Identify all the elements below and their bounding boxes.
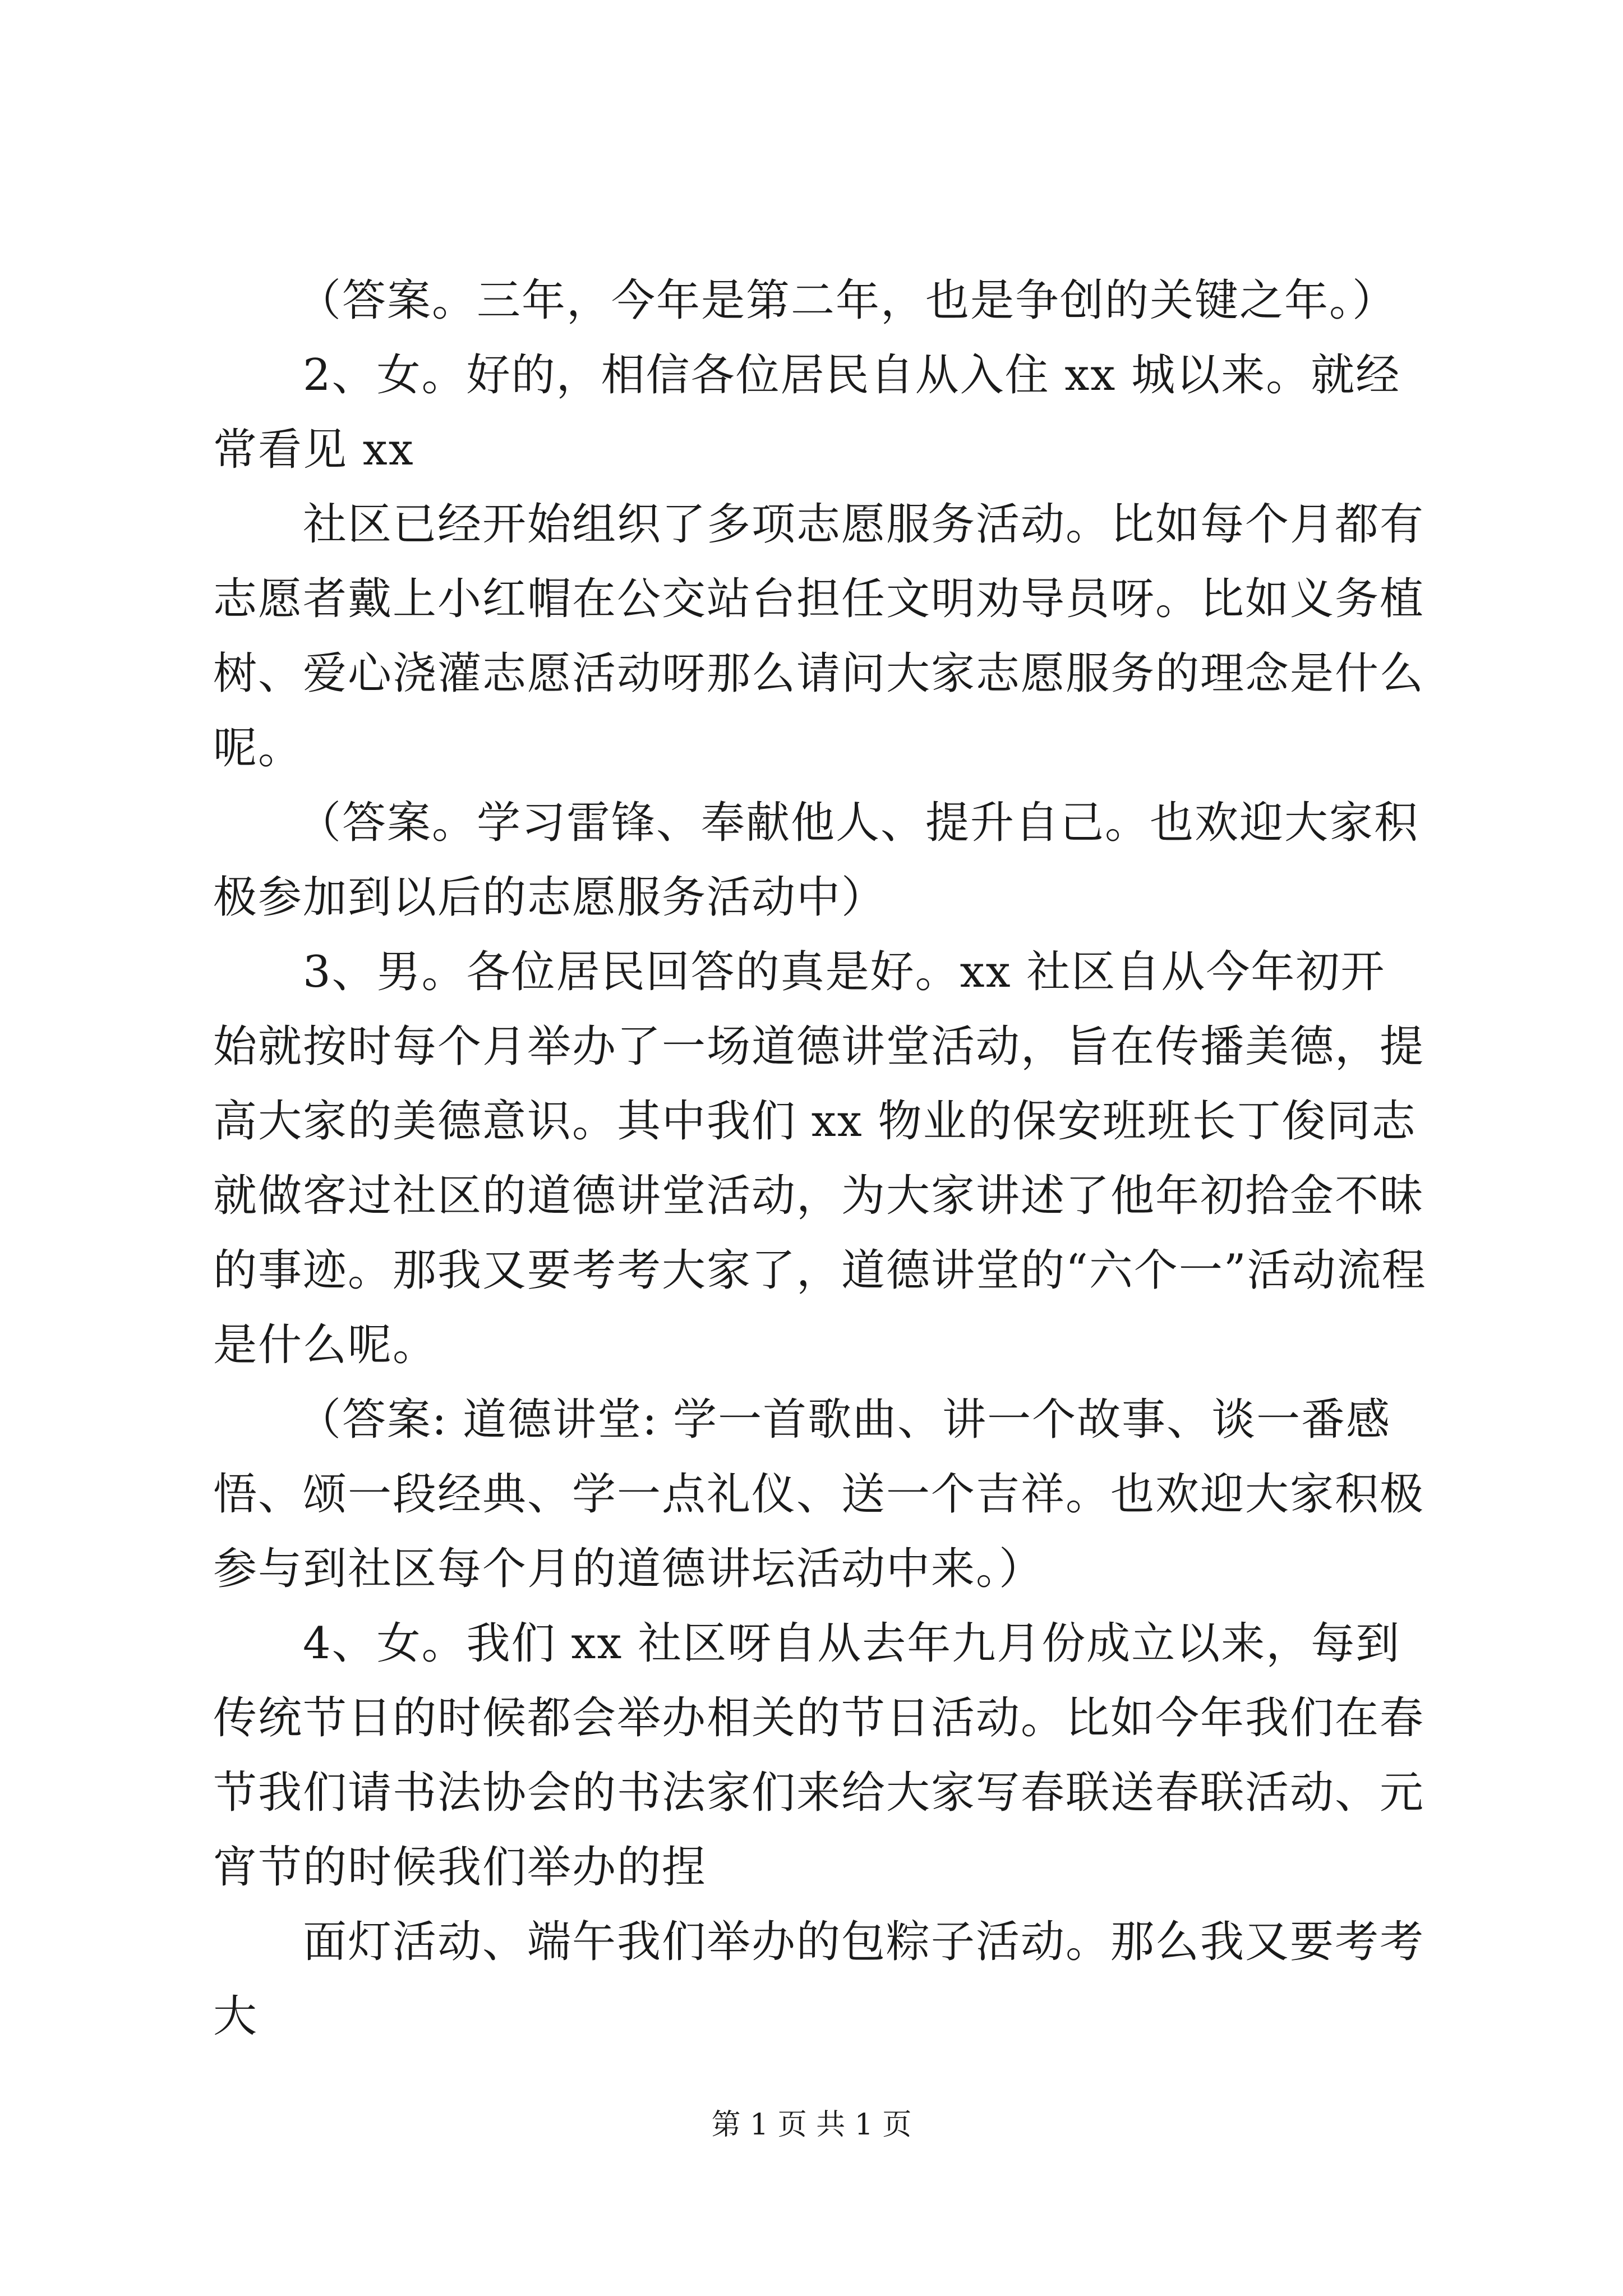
document-body (213, 264, 1430, 2054)
paragraph-answer-1: （答案。三年，今年是第二年，也是争创的关键之年。） (297, 275, 1398, 326)
paragraph-question-3: 3、男。各位居民回答的真是好。xx 社区自从今年初开始就按时每个月举办了一场道德讲堂活动，旨在传播美德，提高大家的美德意识。其中我们 xx 物业的保安班班长丁俊同志就做客过社区的道德讲堂活动，为大家讲述了他年初拾金不昧的事迹。那我又要考考大家了，道德讲堂的“六个一”活动流程是什么呢。 (213, 947, 1427, 1370)
page-footer: 第 1 页 共 1 页 (711, 2108, 912, 2142)
paragraph-question-4-cont: 面灯活动、端午我们举办的包粽子活动。那么我又要考考大 (213, 1917, 1425, 2042)
paragraph-answer-3: （答案: 道德讲堂: 学一首歌曲、讲一个故事、谈一番感悟、颂一段经典、学一点礼仪、送一个吉祥。也欢迎大家积极参与到社区每个月的道德讲坛活动中来。） (213, 1395, 1425, 1594)
paragraph-answer-2: （答案。学习雷锋、奉献他人、提升自己。也欢迎大家积极参加到以后的志愿服务活动中） (213, 798, 1419, 923)
paragraph-question-2-cont: 社区已经开始组织了多项志愿服务活动。比如每个月都有志愿者戴上小红帽在公交站台担任文明劝导员呀。比如义务植树、爱心浇灌志愿活动呀那么请问大家志愿服务的理念是什么呢。 (213, 499, 1425, 774)
paragraph-question-2: 2、女。好的，相信各位居民自从入住 xx 城以来。就经常看见 xx (213, 350, 1401, 475)
paragraph-question-4: 4、女。我们 xx 社区呀自从去年九月份成立以来，每到传统节日的时候都会举办相关的节日活动。比如今年我们在春节我们请书法协会的书法家们来给大家写春联送春联活动、元宵节的时候我们举办的捏 (213, 1618, 1425, 1893)
